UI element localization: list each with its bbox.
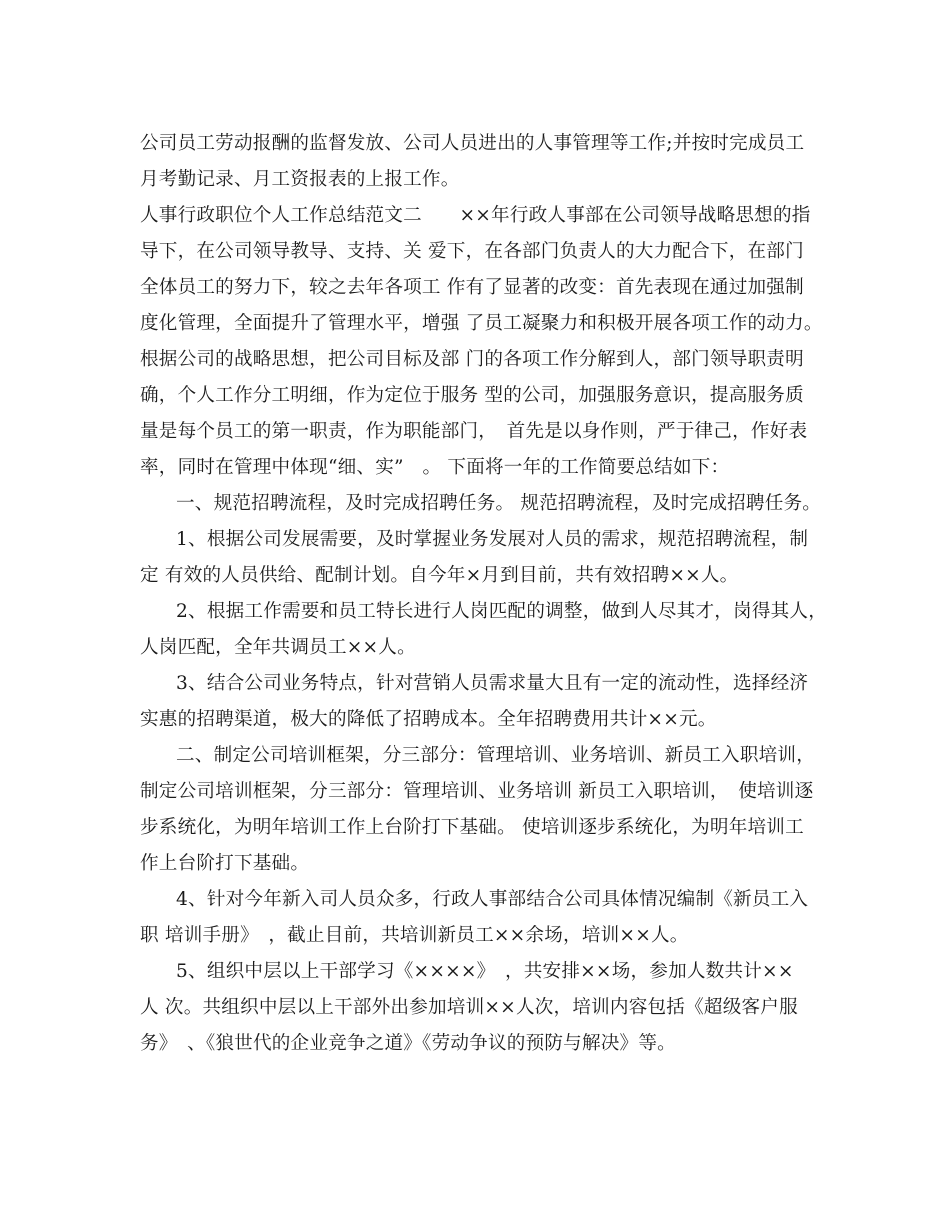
text-line: 步系统化，为明年培训工作上台阶打下基础。 使培训逐步系统化，为明年培训工 xyxy=(140,817,804,838)
text-line: 确，个人工作分工明细，作为定位于服务 型的公司，加强服务意识，提高服务质 xyxy=(140,385,804,406)
text-line: 实惠的招聘渠道，极大的降低了招聘成本。全年招聘费用共计××元。 xyxy=(140,709,717,730)
text-line: 4、针对今年新入司人员众多，行政人事部结合公司具体情况编制《新员工入 xyxy=(176,889,809,910)
text-line: 一、规范招聘流程，及时完成招聘任务。 规范招聘流程，及时完成招聘任务。 xyxy=(176,493,822,514)
text-line: 根据公司的战略思想，把公司目标及部 门的各项工作分解到人，部门领导职责明 xyxy=(140,349,804,370)
text-line: 导下，在公司领导教导、支持、关 爱下，在各部门负责人的大力配合下，在部门 xyxy=(140,241,804,262)
text-line: 度化管理，全面提升了管理水平，增强 了员工凝聚力和积极开展各项工作的动力。 xyxy=(140,313,823,334)
text-line: 公司员工劳动报酬的监督发放、公司人员进出的人事管理等工作;并按时完成员工 xyxy=(140,133,805,154)
text-line: 作上台阶打下基础。 xyxy=(140,853,310,874)
text-line: 制定公司培训框架，分三部分：管理培训、业务培训 新员工入职培训， 使培训逐 xyxy=(140,781,814,802)
text-line: 2、根据工作需要和员工特长进行人岗匹配的调整，做到人尽其才，岗得其人， xyxy=(176,601,828,622)
text-line: 月考勤记录、月工资报表的上报工作。 xyxy=(140,169,460,190)
text-line: 人 次。共组织中层以上干部外出参加培训××人次，培训内容包括《超级客户服 xyxy=(140,997,798,1018)
text-line: 二、制定公司培训框架，分三部分：管理培训、业务培训、新员工入职培训， xyxy=(176,745,815,766)
text-line: 人岗匹配，全年共调员工××人。 xyxy=(140,637,416,658)
text-line: 3、结合公司业务特点，针对营销人员需求量大且有一定的流动性，选择经济 xyxy=(176,673,809,694)
text-line: 量是每个员工的第一职责，作为职能部门， 首先是以身作则，严于律己，作好表 xyxy=(140,421,808,442)
text-line: 5、组织中层以上干部学习《××××》 ，共安排××场，参加人数共计×× xyxy=(176,961,794,982)
text-line: 职 培训手册》 ，截止目前，共培训新员工××余场，培训××人。 xyxy=(140,925,689,946)
text-line: 人事行政职位个人工作总结范文二 ××年行政人事部在公司领导战略思想的指 xyxy=(140,205,811,226)
text-line: 务》 、《狼世代的企业竞争之道》《劳动争议的预防与解决》等。 xyxy=(140,1033,676,1054)
text-line: 定 有效的人员供给、配制计划。自今年×月到目前，共有效招聘××人。 xyxy=(140,565,739,586)
text-line: 1、根据公司发展需要，及时掌握业务发展对人员的需求，规范招聘流程，制 xyxy=(176,529,809,550)
text-line: 率，同时在管理中体现“细、实” 。 下面将一年的工作简要总结如下： xyxy=(140,457,730,478)
text-line: 全体员工的努力下，较之去年各项工 作有了显著的改变：首先表现在通过加强制 xyxy=(140,277,804,298)
